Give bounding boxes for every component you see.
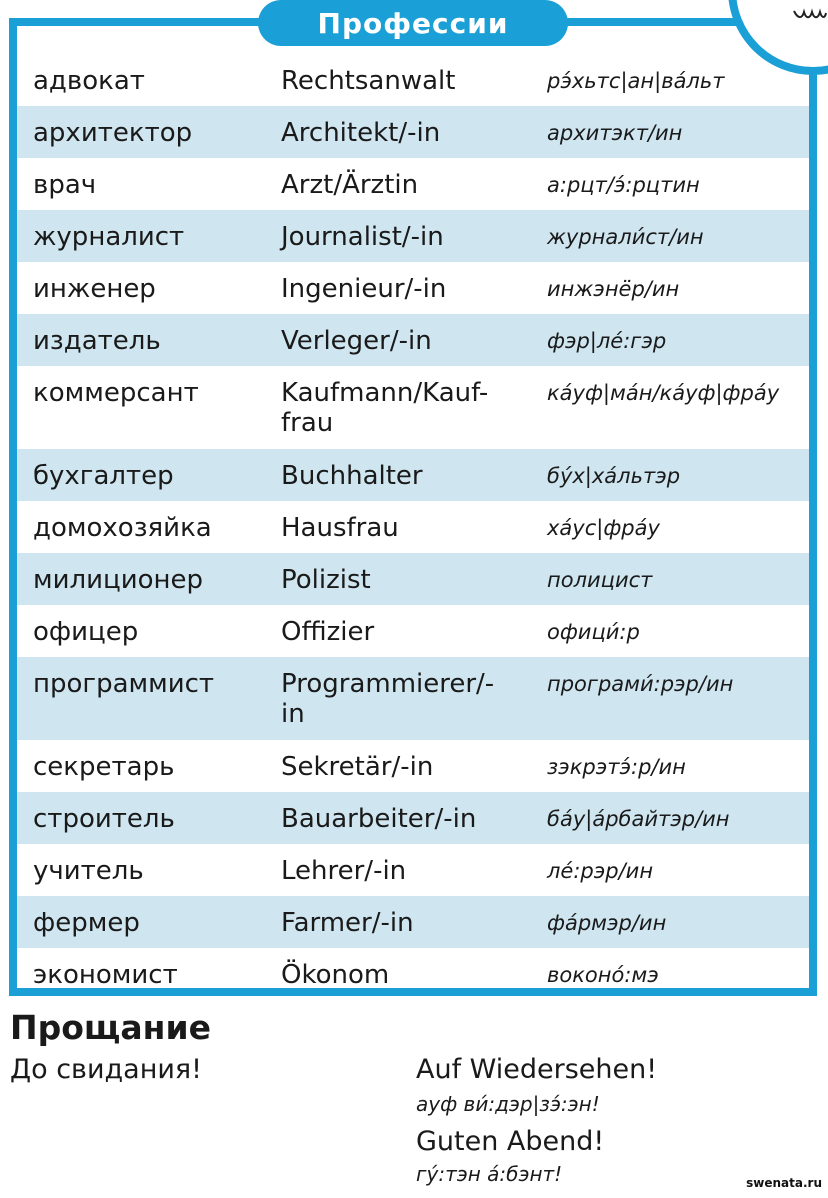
professions-vocab-box [9,18,817,996]
vocab-row [17,605,809,657]
vocab-row [17,948,809,1000]
german-word: Polizist [281,565,371,595]
farewell-transcription: гу́:тэн а́:бэнт! [416,1162,563,1186]
german-word: Ökonom [281,960,390,990]
vocab-row [17,501,809,553]
german-word: Buchhalter [281,461,423,491]
russian-word: журналист [33,222,185,252]
vocab-row [17,553,809,605]
transcription: ба́у|а́рбайтэр/ин [547,807,730,831]
russian-word: экономист [33,960,178,990]
russian-word: фермер [33,908,140,938]
vocab-row [17,314,809,366]
vocab-row [17,262,809,314]
russian-word: офицер [33,617,139,647]
vocab-row [17,106,809,158]
professions-table [17,54,809,1000]
vocab-row [17,792,809,844]
section-title: Профессии [317,6,509,40]
vocab-row [17,844,809,896]
russian-word: бухгалтер [33,461,174,491]
transcription: зэкрэтэ́:р/ин [547,755,686,779]
transcription: фа́рмэр/ин [547,911,667,935]
russian-word: домохозяйка [33,513,212,543]
german-word: Architekt/-in [281,118,441,148]
german-word: Kaufmann/Kauf- frau [281,378,489,438]
transcription: ка́уф|ма́н/ка́уф|фра́у [547,381,780,405]
german-word: Ingenieur/-in [281,274,447,304]
russian-word: секретарь [33,752,175,782]
squiggle-icon [792,7,828,21]
transcription: ха́ус|фра́у [547,516,660,540]
transcription: офици́:р [547,620,640,644]
transcription: архитэкт/ин [547,121,683,145]
german-word: Arzt/Ärztin [281,170,419,200]
vocab-row [17,449,809,501]
vocab-row [17,657,809,740]
vocab-row [17,54,809,106]
farewell-title: Прощание [10,1008,211,1047]
transcription: а:рцт/э́:рцтин [547,173,700,197]
transcription: полицист [547,568,653,592]
german-word: Rechtsanwalt [281,66,456,96]
farewell-german-phrase: Auf Wiedersehen! [416,1054,658,1085]
transcription: бу́х|ха́льтэр [547,464,681,488]
transcription: воконо́:мэ [547,963,659,987]
german-word: Bauarbeiter/-in [281,804,477,834]
vocab-row [17,366,809,449]
german-word: Lehrer/-in [281,856,407,886]
russian-word: учитель [33,856,144,886]
transcription: рэ́хьтс|ан|ва́льт [547,69,725,93]
russian-word: архитектор [33,118,193,148]
vocab-row [17,158,809,210]
russian-word: инженер [33,274,156,304]
farewell-transcription: ауф ви́:дэр|зэ́:эн! [416,1092,600,1116]
russian-word: милиционер [33,565,204,595]
russian-word: врач [33,170,97,200]
watermark: swenata.ru [746,1176,822,1190]
vocab-row [17,896,809,948]
farewell-russian-phrase: До свидания! [10,1054,202,1085]
german-word: Journalist/-in [281,222,444,252]
russian-word: строитель [33,804,175,834]
german-word: Farmer/-in [281,908,414,938]
german-word: Offizier [281,617,375,647]
russian-word: адвокат [33,66,145,96]
vocab-row [17,210,809,262]
german-word: Verleger/-in [281,326,432,356]
vocab-row [17,740,809,792]
german-word: Hausfrau [281,513,399,543]
farewell-german-phrase: Guten Abend! [416,1126,605,1157]
section-title-pill [258,0,568,46]
transcription: журнали́ст/ин [547,225,704,249]
german-word: Programmierer/- in [281,669,495,729]
russian-word: издатель [33,326,161,356]
transcription: инжэнёр/ин [547,277,680,301]
german-word: Sekretär/-in [281,752,434,782]
transcription: фэр|ле́:гэр [547,329,667,353]
russian-word: коммерсант [33,378,199,408]
transcription: ле́:рэр/ин [547,859,654,883]
transcription: програми́:рэр/ин [547,672,734,696]
russian-word: программист [33,669,215,699]
